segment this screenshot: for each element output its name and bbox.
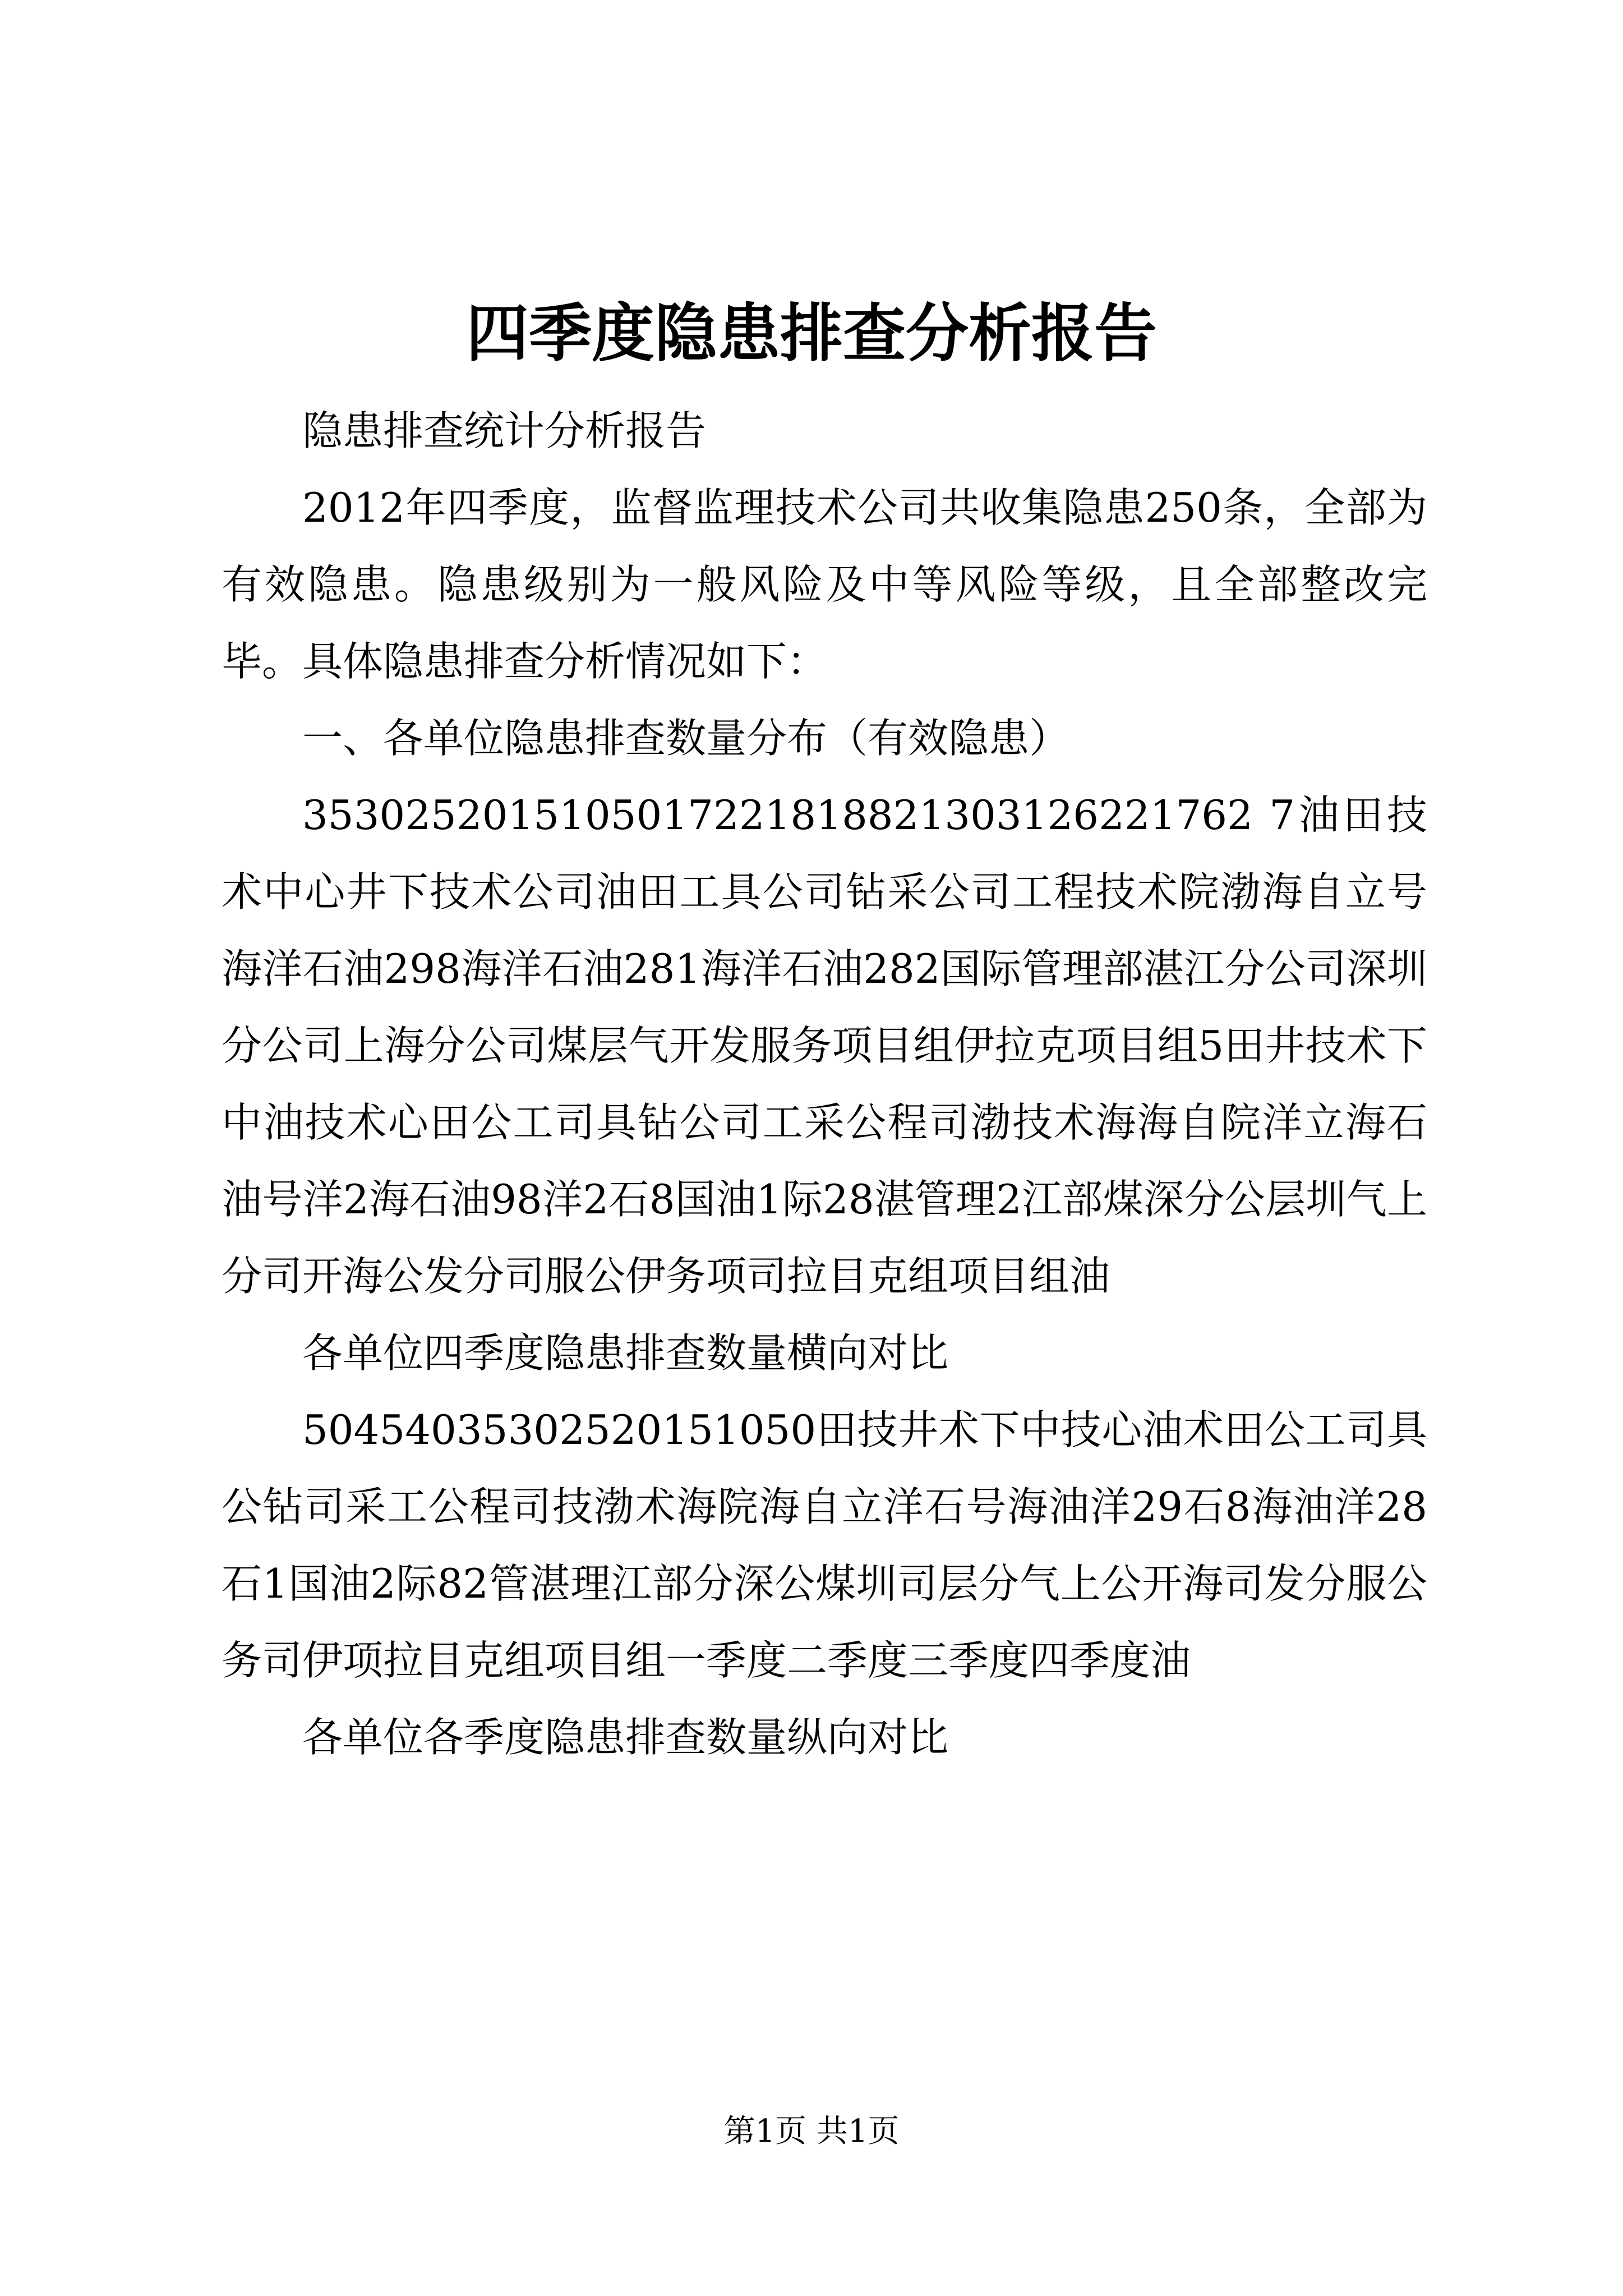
section-heading-distribution: 一、各单位隐患排查数量分布（有效隐患）	[302, 715, 1070, 762]
paragraph-chart-text-1: 3530252015105017221818821303126221762 7油田技术中心井下技术公司油田工具公司钻采公司工程技术院渤海自立号海洋石油298海洋石油281海洋石油282国际管理部湛江分公司深圳分公司上海分公司煤层气开发服务项目组伊拉克项目组5田井技术下中油技术心田公工司具钻公司工采公程司渤技术海海自院洋立海石油号洋2海石油98洋2石8国油1际28湛管理2江部煤深分公层圳气上分司开海公发分司服公伊务项司拉目克组项目组油	[222, 792, 1427, 1300]
paragraph-subtitle: 隐患排查统计分析报告	[302, 407, 707, 454]
caption-horizontal-comparison: 各单位四季度隐患排查数量横向对比	[302, 1329, 949, 1377]
document-body	[222, 393, 1427, 1776]
paragraph-summary: 2012年四季度，监督监理技术公司共收集隐患250条，全部为有效隐患。隐患级别为一般风险及中等风险等级，且全部整改完毕。具体隐患排查分析情况如下：	[222, 484, 1427, 685]
page-footer: 第1页 共1页	[723, 2113, 900, 2150]
document-title: 四季度隐患排查分析报告	[466, 297, 1157, 370]
caption-vertical-comparison: 各单位各季度隐患排查数量纵向对比	[302, 1714, 949, 1761]
paragraph-chart-text-2: 50454035302520151050田技井术下中技心油术田公工司具公钻司采工公程司技渤术海院海自立洋石号海油洋29石8海油洋28石1国油2际82管湛理江部分深公煤圳司层分气上公开海司发分服公务司伊项拉目克组项目组一季度二季度三季度四季度油	[222, 1406, 1427, 1684]
